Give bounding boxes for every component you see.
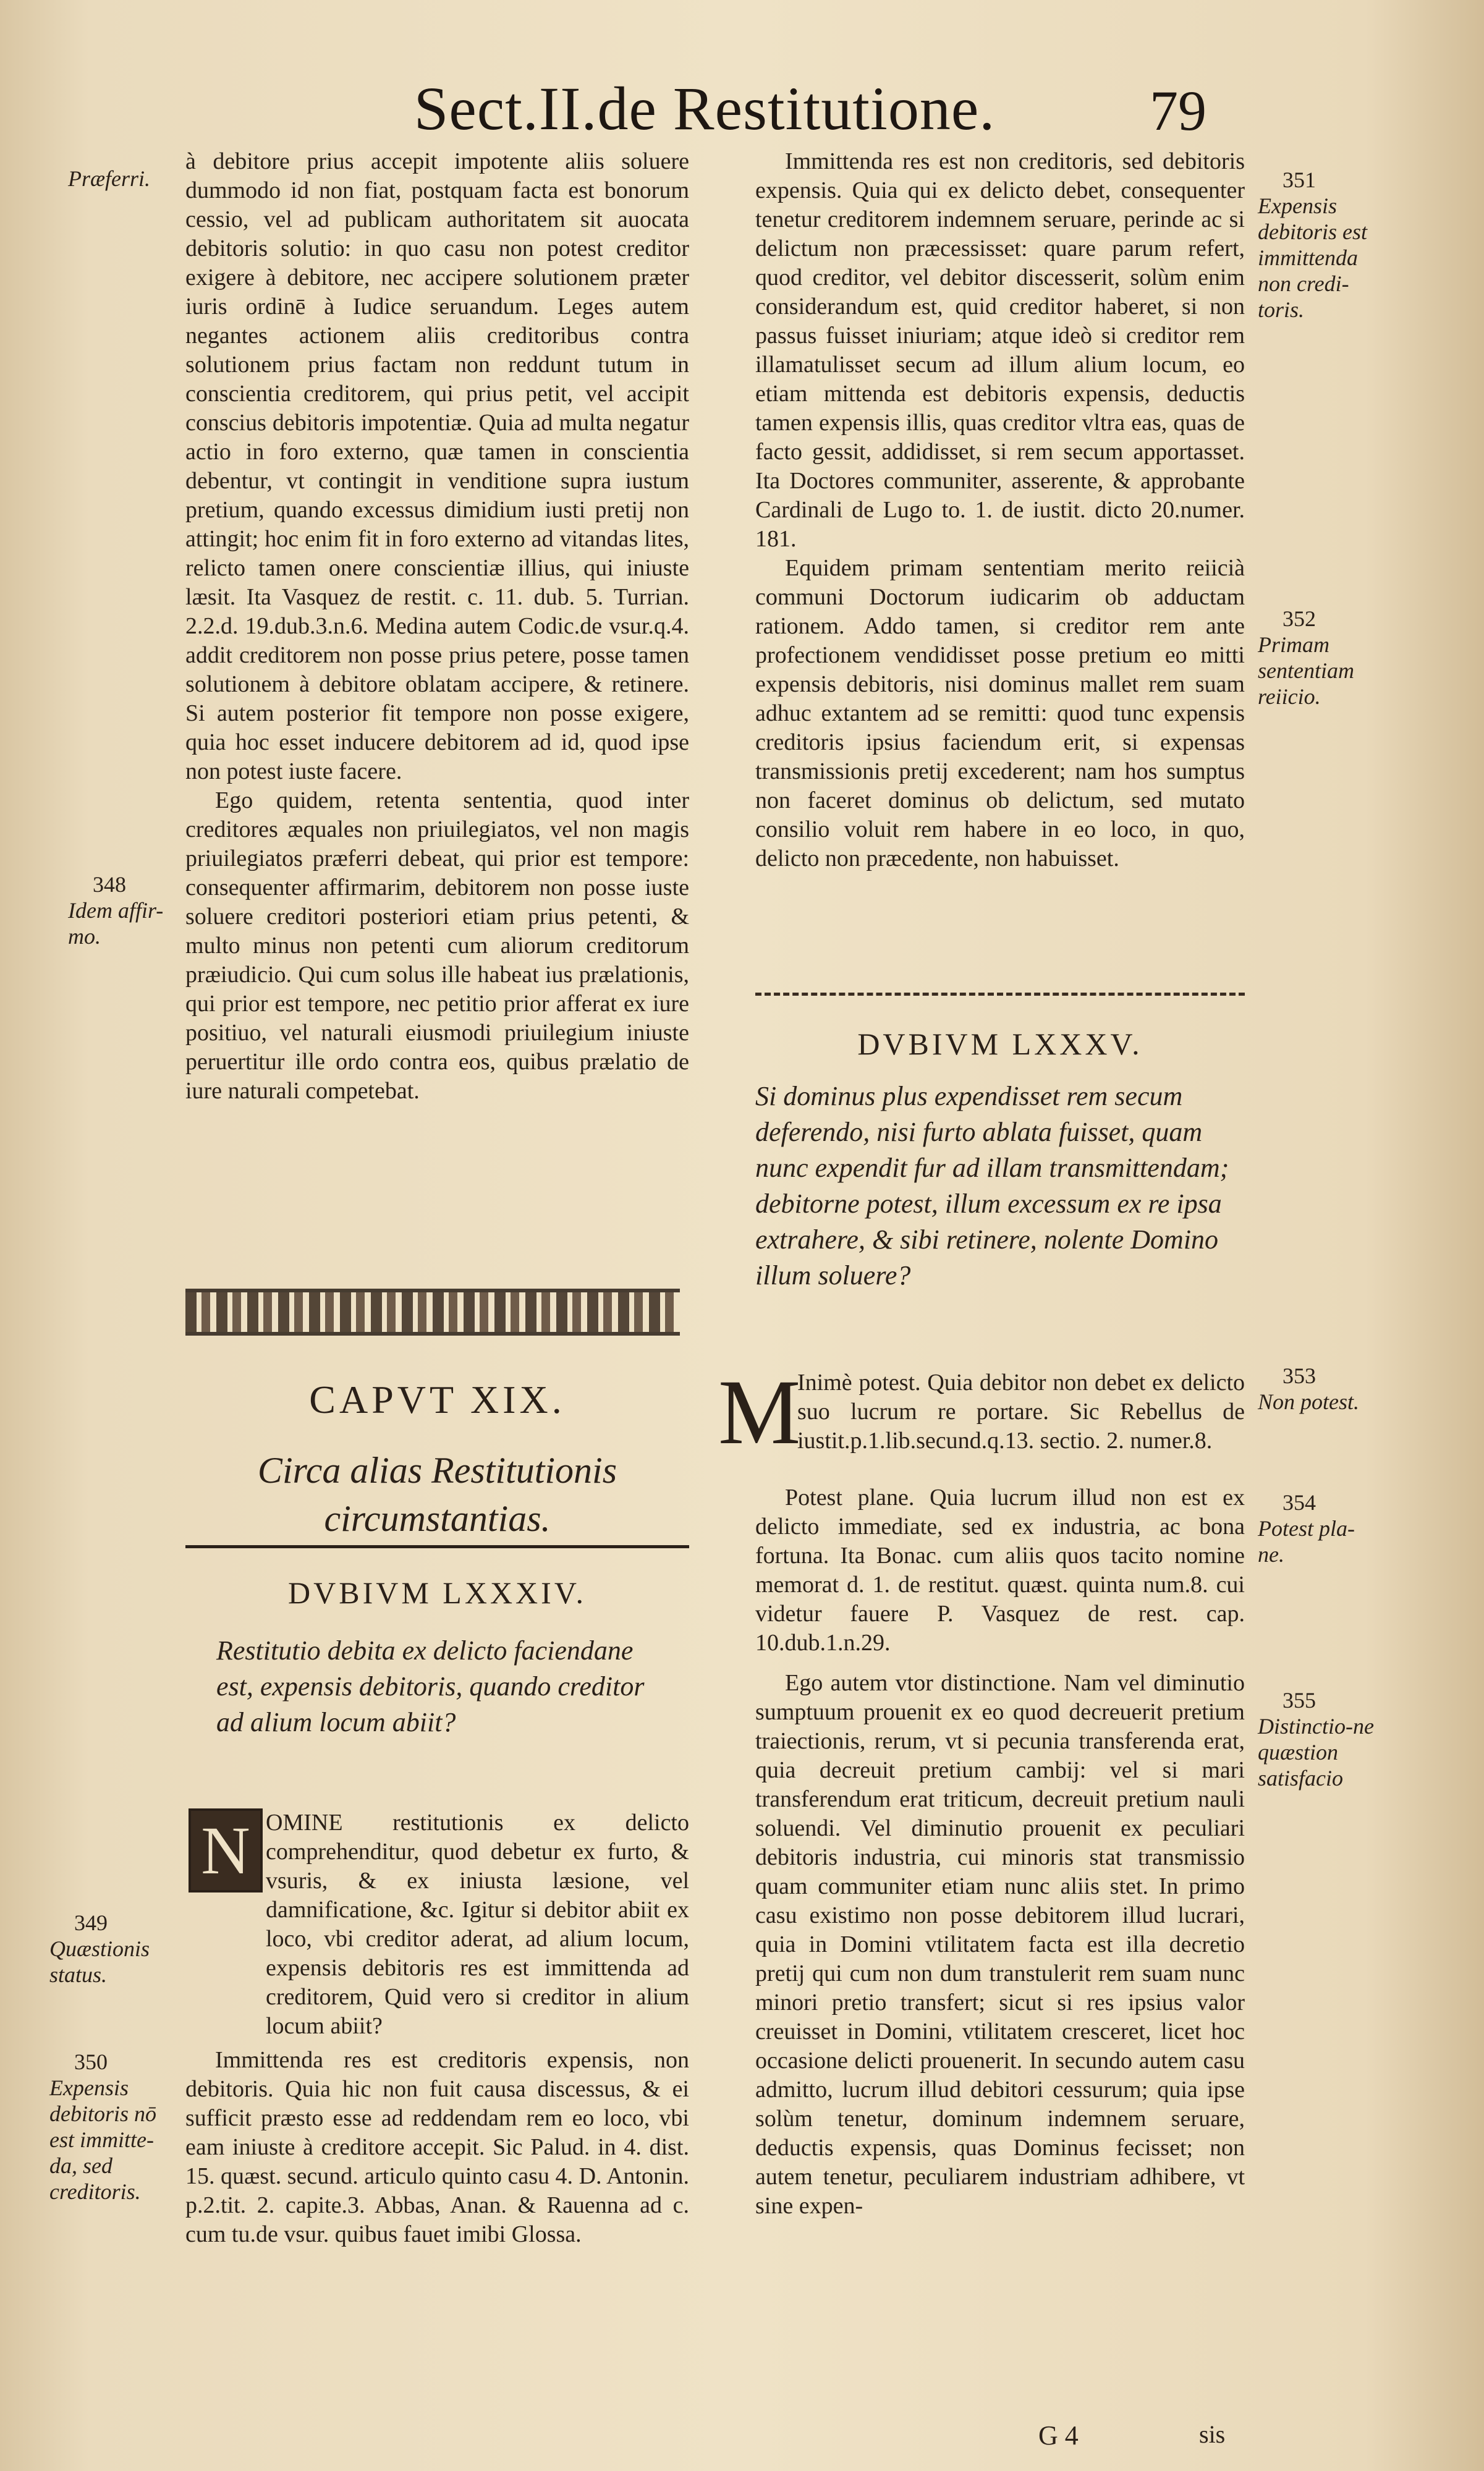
margin-note-351: [1258, 167, 1375, 323]
margin-note-354: [1258, 1490, 1375, 1567]
catchword: sis: [1199, 2420, 1226, 2448]
decorated-initial: N: [189, 1808, 263, 1892]
dashed-divider: [755, 993, 1245, 996]
margin-note-number: 355: [1283, 1688, 1316, 1713]
margin-note-number: 348: [93, 872, 126, 897]
margin-note-text: Expensis debitoris nō est immitte-da, sed creditoris.: [49, 2075, 157, 2204]
dubium-85-heading: DVBIVM LXXXV.: [857, 1027, 1143, 1061]
margin-note-text: Expensis debitoris est immittenda non credi-toris.: [1258, 193, 1367, 322]
margin-note-text: Potest pla-ne.: [1258, 1516, 1355, 1567]
chapter-subtitle: Circa alias Restitutionis circumstantias.: [257, 1450, 617, 1539]
running-header-title: Sect.II.de Restitutione.: [413, 74, 996, 143]
margin-note-number: 349: [74, 1910, 108, 1935]
dubium-84-question: Restitutio debita ex delicto faciendane est, expensis debitoris, quando creditor ad alium locum abiit?: [216, 1635, 645, 1737]
paragraph: Equidem primam sententiam merito reiicià communi Doctorum iudicarim ob adductam rationem. Addo tamen, si creditor rem ante profectionem vendidisset posse pretium eo mitti expensis debitoris, nisi dominus mallet rem suam adhuc extantem ad se remitti: quod tunc expensis creditoris ipsius faciendum erit, si expensas transmissionis pretij excederent; nam hos sumptus non faceret dominus ob delictum, sed mutato consilio voluit rem habere in eo loco, in quo, delicto non præcedente, non habuisset.: [755, 555, 1245, 871]
paragraph-text: OMINE restitutionis ex delicto comprehenditur, quod debetur ex furto, & vsuris, & ex iniusta læsione, vel damnificatione, &c. Igitur si debitor abiit ex loco, vbi creditor aderat, ad alium locum, expensis debitoris res est immittenda ad creditorem, Quid vero si creditor in alium locum abiit?: [266, 1810, 689, 2039]
divider-rule: [185, 1545, 689, 1548]
margin-note-number: 354: [1283, 1490, 1316, 1515]
chapter-heading: CAPVT XIX.: [309, 1378, 566, 1422]
margin-note-number: 350: [74, 2049, 108, 2074]
right-column: [755, 147, 1245, 873]
paragraph-immittenda-creditoris: Immittenda res est creditoris expensis, non debitoris. Quia hic non fuit causa discessus, & ei sufficit præsto esse ad reddendam rem eo loco, vbi eam iniuste à creditore accepit. Sic Palud. in 4. dist. 15. quæst. secund. articulo quinto casu 4. D. Antonin. p.2.tit. 2. capite.3. Abbas, Anan. & Rauenna ad c. cum tu.de vsur. quibus fauet imibi Glossa.: [185, 2047, 689, 2247]
margin-note-text: Primam sententiam reiicio.: [1258, 632, 1354, 709]
dubium-84-heading: DVBIVM LXXXIV.: [288, 1575, 587, 1610]
margin-note-353: [1258, 1363, 1375, 1415]
margin-note-number: 352: [1283, 606, 1316, 631]
paragraph: Immittenda res est non creditoris, sed debitoris expensis. Quia qui ex delicto debet, consequenter tenetur creditorem indemnem seruare, perinde ac si delictum non præcessisset: quare parum refert, quod creditor, vel debitor discesserit, solùm enim considerandum est, quid creditor haberet, si non passus fuisset iniuriam; atque ideò si creditor rem illamatulisset secum ad illum alium locum, eo etiam mittenda est debitoris expensis, deductis tamen expensis illis, quas creditor vltra eas, quas de facto gessit, addidisset, si rem secum apportasset. Ita Doctores communiter, asserente, & approbante Cardinali de Lugo to. 1. de iustit. dicto 20.numer. 181.: [755, 148, 1245, 552]
paragraph-nomine: [266, 1808, 689, 2041]
margin-note-text: Idem affir-mo.: [68, 898, 164, 949]
margin-note-352: [1258, 606, 1375, 710]
margin-note-text: Præferri.: [68, 166, 151, 191]
margin-note-text: Distinctio-ne quæstion satisfacio: [1258, 1714, 1374, 1791]
paragraph: à debitore prius accepit impotente aliis soluere dummodo id non fiat, postquam facta est bonorum cessio, vel ad publicam authoritatem sit auocata debitoris solutio: in quo casu non potest creditor exigere à debitore, nec accipere solutionem præter iuris ordinē à Iudice seruandum. Leges autem negantes actionem aliis creditoribus contra solutionem prius factam non reddunt tutum in conscientia creditorem, qui prius petit, vel accipit conscius debitoris impotentiæ. Quia ad multa negatur actio in foro externo, quæ tamen in conscientia debentur, vt contingit in venditione supra iustum pretium, quando excessus dimidium iusti pretij non attingit; hoc enim fit in foro externo ad vitandas lites, relicto tamen onere conscientiæ illius, qui iniuste læsit. Ita Vasquez de restit. c. 11. dub. 5. Turrian. 2.2.d. 19.dub.3.n.6. Medina autem Codic.de vsur.q.4. addit creditorem non posse prius petere, posse tamen solutionem à debitore oblatam accipere, & retinere. Si autem posterior fit tempore non posse exigere, quia hoc esset inducere debitorem ad id, quod ipse non potest iuste facere.: [185, 148, 689, 784]
margin-note-number: 351: [1283, 167, 1316, 192]
margin-note-350: [49, 2049, 179, 2205]
paragraph-distinctio: Ego autem vtor distinctione. Nam vel diminutio sumptuum prouenit ex eo quod decreuerit pretium traiectionis, rerum, vt si pecunia transferenda erat, quia decreuit pretium cambij: vel si mari transferendum erat triticum, decreuit pretium nauli soluendi. Vel diminutio prouenit ex peculiari debitoris industria, cui minoris stat transmissio quam communiter etiam nunc aliis stet. In primo casu existimo non posse debitorem illud lucrari, quia in Domini vtilitatem facta est illa decretio pretij qui cum non dum transtulerit rem suam nunc minori pretio transfert; sicut si res ipsius valor creuisset in Domini, vtilitatem cresceret, licet hoc occasione delicti prouenerit. In secundo autem casu admitto, lucrum illud debitori cessurum; quia ipse solùm tenetur, dominum indemnem seruare, deductis expensis, quas Dominus fecisset; non autem tenetur, peculiarem industriam adhibere, vt sine expen-: [755, 1670, 1245, 2219]
paragraph: Ego quidem, retenta sententia, quod inter creditores æquales non priuilegiatos, vel non magis priuilegiatos præferri debeat, qui prior est tempore: consequenter affirmarim, debitorem non posse iuste soluere creditori posteriori etiam prius petenti, & multo minus non petenti cum aliorum creditorum præiudicio. Qui cum solus ille habeat ius prælationis, qui prior est tempore, nec petitio prior afferat ex iure positiuo, vel naturali eiusmodi priuilegium iniuste peruertitur ille ordo contra eos, quibus prælatio de iure naturali competebat.: [185, 787, 689, 1104]
ornamental-band: [185, 1289, 680, 1336]
paragraph-minime: Inimè potest. Quia debitor non debet ex delicto suo lucrum re portare. Sic Rebellus de iustit.p.1.lib.secund.q.13. sectio. 2. numer.8.: [797, 1370, 1245, 1454]
margin-note-349: [49, 1910, 173, 1988]
paragraph-potest-plane: Potest plane. Quia lucrum illud non est ex delicto immediate, sed ex industria, ac bona fortuna. Ita Bonac. cum aliis quos tacito nomine memorat d. 1. de restitut. quæst. quinta num.8. cui videtur fauere P. Vasquez de rest. cap. 10.dub.1.n.29.: [755, 1485, 1245, 1656]
margin-note-praeferri: [68, 166, 173, 192]
left-column: [185, 147, 689, 1106]
margin-note-number: 353: [1283, 1363, 1316, 1388]
margin-note-text: Quæstionis status.: [49, 1936, 150, 1987]
page-number: 79: [1150, 79, 1206, 142]
initial-letter: M: [718, 1361, 801, 1464]
margin-note-355: [1258, 1687, 1375, 1791]
signature-mark: G 4: [1038, 2420, 1079, 2451]
margin-note-text: Non potest.: [1258, 1389, 1360, 1414]
dubium-85-question: Si dominus plus expendisset rem secum deferendo, nisi furto ablata fuisset, quam nunc expendit fur ad illam transmittendam; debitorne potest, illum excessum ex re ipsa extrahere, & sibi retinere, nolente Domino illum soluere?: [755, 1081, 1229, 1291]
margin-note-348: [68, 871, 173, 949]
